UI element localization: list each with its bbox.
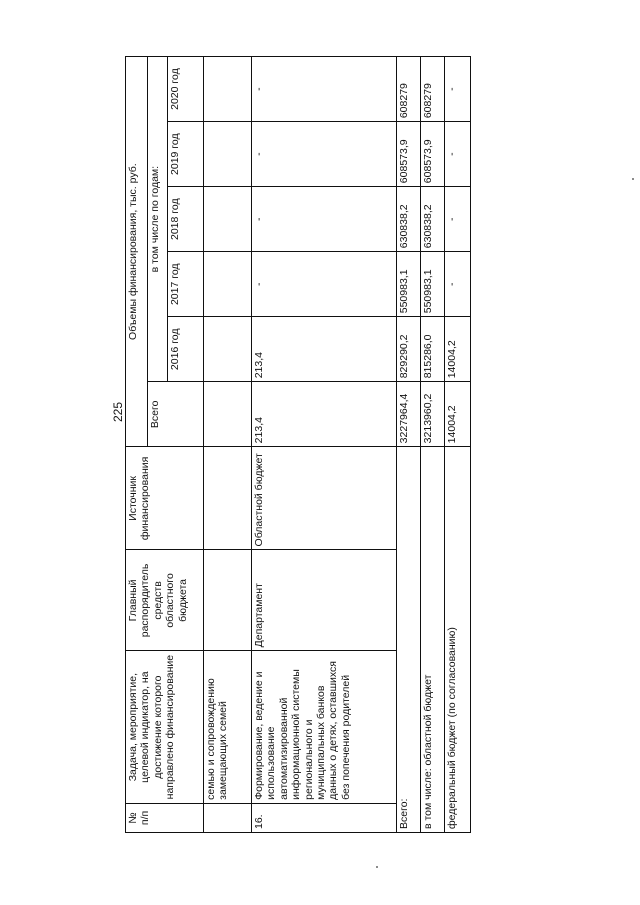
col-header-total: Всего bbox=[148, 382, 204, 447]
year-header: 2018 год bbox=[168, 187, 204, 252]
regional-year: 550983,1 bbox=[421, 252, 445, 317]
total-year: 829290,2 bbox=[397, 317, 421, 382]
total-year: 608279 bbox=[397, 57, 421, 122]
regional-label: в том числе: областной бюджет bbox=[421, 447, 445, 833]
cell-item-year: - bbox=[252, 252, 397, 317]
regional-year: 608279 bbox=[421, 57, 445, 122]
regional-year: 815286,0 bbox=[421, 317, 445, 382]
rotated-table-container bbox=[125, 56, 470, 833]
cell-empty bbox=[204, 252, 252, 317]
year-header: 2017 год bbox=[168, 252, 204, 317]
federal-year: 14004,2 bbox=[445, 317, 471, 382]
year-header: 2016 год bbox=[168, 317, 204, 382]
scan-speck bbox=[632, 178, 634, 180]
cell-task: семью и сопровождению замещающих семей bbox=[204, 651, 252, 803]
cell-item-year: - bbox=[252, 187, 397, 252]
col-header-by-years: в том числе по годам: bbox=[148, 57, 168, 382]
cell-item-total: 213,4 bbox=[252, 382, 397, 447]
cell-empty bbox=[204, 382, 252, 447]
regional-year: 608573,9 bbox=[421, 122, 445, 187]
cell-item-year: - bbox=[252, 57, 397, 122]
col-header-manager: Главный распорядитель средств областного бюджета bbox=[126, 550, 204, 651]
regional-total: 3213960,2 bbox=[421, 382, 445, 447]
col-header-source: Источник финансирования bbox=[126, 447, 204, 550]
cell-empty bbox=[204, 57, 252, 122]
cell-empty bbox=[204, 317, 252, 382]
federal-year: - bbox=[445, 122, 471, 187]
cell-empty bbox=[204, 447, 252, 550]
federal-year: - bbox=[445, 57, 471, 122]
continued-row bbox=[204, 57, 252, 833]
cell-item-year: - bbox=[252, 122, 397, 187]
cell-empty bbox=[204, 550, 252, 651]
cell-empty bbox=[204, 187, 252, 252]
total-year: 608573,9 bbox=[397, 122, 421, 187]
year-header: 2020 год bbox=[168, 57, 204, 122]
federal-total: 14004,2 bbox=[445, 382, 471, 447]
cell-item-task: Формирование, ведение и использование автоматизированной информационной системы регионального и муниципальных банков данных о детях, оставшихся без попечения родителей bbox=[252, 651, 397, 803]
cell-item-year: 213,4 bbox=[252, 317, 397, 382]
page-number: 225 bbox=[111, 401, 125, 423]
total-label: Всего: bbox=[397, 447, 421, 833]
total-year: 550983,1 bbox=[397, 252, 421, 317]
scan-speck bbox=[376, 866, 378, 868]
federal-budget-row bbox=[445, 57, 471, 833]
col-header-task: Задача, мероприятие, целевой индикатор, на достижение которого направлено финансирование bbox=[126, 651, 204, 803]
financing-table bbox=[125, 56, 471, 833]
total-row bbox=[397, 57, 421, 833]
federal-label: федеральный бюджет (по согласованию) bbox=[445, 447, 471, 833]
federal-year: - bbox=[445, 252, 471, 317]
regional-budget-row bbox=[421, 57, 445, 833]
col-header-num: № п/п bbox=[126, 803, 204, 832]
total-year: 630838,2 bbox=[397, 187, 421, 252]
total-value: 3227964,4 bbox=[397, 382, 421, 447]
cell-item-source: Областной бюджет bbox=[252, 447, 397, 550]
cell-empty bbox=[204, 803, 252, 832]
federal-year: - bbox=[445, 187, 471, 252]
cell-empty bbox=[204, 122, 252, 187]
header-row-1 bbox=[126, 57, 148, 833]
cell-item-num: 16. bbox=[252, 803, 397, 832]
item-row bbox=[252, 57, 397, 833]
year-header: 2019 год bbox=[168, 122, 204, 187]
regional-year: 630838,2 bbox=[421, 187, 445, 252]
col-header-volumes: Объемы финансирования, тыс. руб. bbox=[126, 57, 148, 447]
cell-item-manager: Департамент bbox=[252, 550, 397, 651]
